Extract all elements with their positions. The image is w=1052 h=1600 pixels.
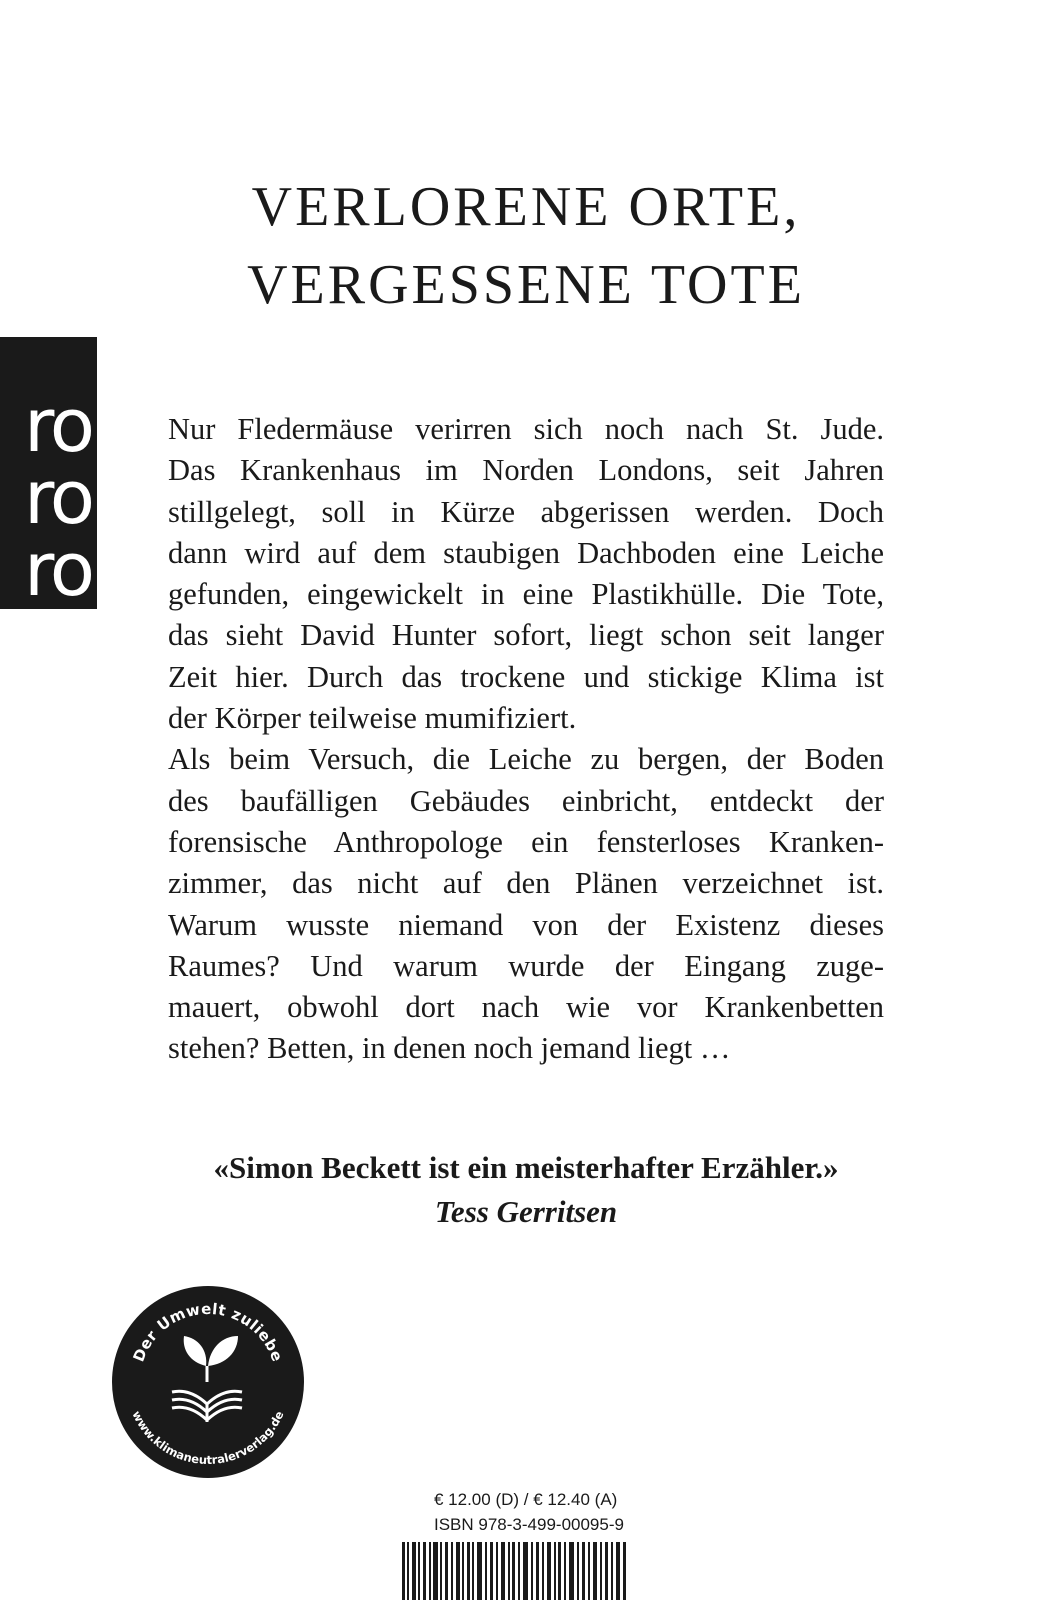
logo-line-3: ro [24, 527, 93, 609]
blurb-line: Warum wusste niemand von der Existenz dieses [168, 907, 884, 942]
blurb-line: des baufälligen Gebäudes einbricht, entdeckt der [168, 783, 884, 818]
logo-line-1: ro [24, 383, 93, 469]
blurb-line: gefunden, eingewickelt in eine Plastikhülle. Die Tote, [168, 577, 884, 612]
quote-author: Tess Gerritsen [434, 1194, 618, 1229]
badge-top-text: Der Umwelt zuliebe [129, 1299, 287, 1365]
blurb-line: Als beim Versuch, die Leiche zu bergen, der Boden [168, 742, 884, 777]
eco-badge-icon [110, 1284, 306, 1480]
blurb-line: Nur Fledermäuse verirren sich noch nach St. Jude. [168, 412, 884, 446]
back-cover-headline [0, 168, 1052, 324]
blurb-line: stehen? Betten, in denen noch jemand liegt … [168, 1031, 731, 1066]
headline-line-2: VERGESSENE TOTE [247, 254, 805, 316]
blurb-line: mauert, obwohl dort nach wie vor Krankenbetten [168, 990, 884, 1025]
blurb-line: Raumes? Und warum wurde der Eingang zuge- [168, 948, 884, 983]
blurb-line: Zeit hier. Durch das trockene und stickige Klima ist [168, 659, 884, 694]
headline-line-1: VERLORENE ORTE, [251, 176, 801, 238]
blurb-line: das sieht David Hunter sofort, liegt schon seit langer [168, 618, 884, 653]
badge-bottom-text: www.klimaneutralerverlag.de [129, 1408, 287, 1468]
blurb-line: stillgelegt, soll in Kürze abgerissen werden. Doch [168, 494, 884, 529]
logo-line-2: ro [24, 455, 93, 541]
rororo-logo [0, 337, 97, 609]
price-label: € 12.00 (D) / € 12.40 (A) [434, 1490, 618, 1509]
barcode-icon [402, 1542, 628, 1600]
blurb-line: der Körper teilweise mumifiziert. [168, 701, 577, 736]
blurb-line: Das Krankenhaus im Norden Londons, seit Jahren [168, 453, 884, 488]
review-quote: «Simon Beckett ist ein meisterhafter Erzähler.» [213, 1150, 839, 1185]
blurb-line: dann wird auf dem staubigen Dachboden eine Leiche [168, 535, 884, 570]
blurb-line: zimmer, das nicht auf den Plänen verzeichnet ist. [168, 866, 884, 901]
isbn-label: ISBN 978-3-499-00095-9 [434, 1515, 624, 1534]
blurb-line: forensische Anthropologe ein fensterloses Kranken- [168, 824, 884, 859]
blurb-text [168, 409, 884, 1070]
